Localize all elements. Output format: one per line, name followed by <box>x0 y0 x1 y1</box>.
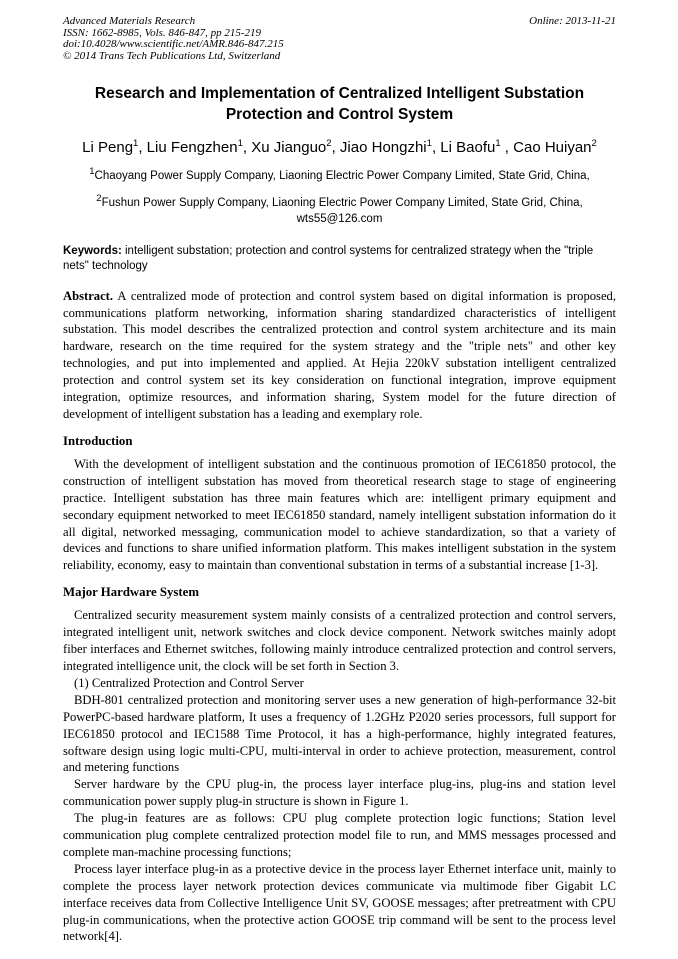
author-separator: , <box>331 139 340 156</box>
journal-copyright-line: © 2014 Trans Tech Publications Ltd, Switzerland <box>63 49 281 62</box>
abstract-block <box>63 288 616 423</box>
author-affil-mark: 2 <box>326 138 332 149</box>
author-name: Jiao Hongzhi <box>339 139 427 156</box>
keywords-text: intelligent substation; protection and control systems for centralized strategy when the "triple nets" technology <box>63 244 594 273</box>
abstract-text: A centralized mode of protection and control system based on digital information is proposed, communications platform networking, information sharing standardized characteristics of intelligent substation. This model describes the centralized protection and control system architecture and its main hardware, research on the time required for the system strategy and the "triple nets" and other key technologies, and put into implemented and applied. At Hejia 220kV substation intelligent centralized protection and control system set its key consideration on functional integration, improve equipment integration, optimize resources, and information sharing, System model for the future direction of development of intelligent substation has a leading and exemplary role. <box>63 288 616 421</box>
author-separator: , <box>138 139 147 156</box>
affiliation-1-mark: 1 <box>89 166 95 177</box>
author-separator: , <box>500 139 514 156</box>
author-name: Cao Huiyan <box>513 139 592 156</box>
journal-masthead <box>63 16 616 62</box>
author-affil-mark: 1 <box>426 138 432 149</box>
contact-email: wts55@126.com <box>296 212 383 225</box>
authors-line <box>63 134 616 157</box>
author-separator: , <box>242 139 252 156</box>
affiliation-2-mark: 2 <box>96 192 102 204</box>
hardware-paragraph-2: (1) Centralized Protection and Control Server <box>74 675 304 690</box>
author-affil-mark: 2 <box>591 138 597 149</box>
affiliation-2-text: Fushun Power Supply Company, Liaoning Electric Power Company Limited, State Grid, China, <box>101 196 583 209</box>
keywords-block <box>63 244 616 275</box>
author-affil-mark: 1 <box>495 138 501 149</box>
abstract-label: Abstract. <box>63 288 114 303</box>
paper-title-line2: Protection and Control System <box>225 106 454 123</box>
author-separator: , <box>431 139 441 156</box>
hardware-paragraph-3: BDH-801 centralized protection and monitoring server uses a new generation of high-performance 32-bit PowerPC-based hardware platform, It uses a frequency of 1.2GHz P2020 series processors, full support for IEC61850 protocol and IEC1588 Time Protocol, it has a high-performance, highly integrated features, software design using logic multi-CPU, multi-interval in order to achieve protection, measurement, control and metering functions <box>63 692 616 775</box>
author-affil-mark: 1 <box>133 138 139 149</box>
section-heading-introduction: Introduction <box>63 433 133 448</box>
author-name: Liu Fengzhen <box>146 139 238 156</box>
paper-title-line1: Research and Implementation of Centralized Intelligent Substation <box>94 85 585 102</box>
introduction-paragraph: With the development of intelligent substation and the continuous promotion of IEC61850 protocol, the construction of intelligent substation has moved from theoretical research stage to stage of engineering practice. Intelligent substation has three main features which are: intelligent primary equipment and secondary equipment networked to meet IEC61850 standard, namely intelligent substation information do it all digital, networked messaging, communication model to achieve standardization, so that a variety of devices and functions to share unified information platform. This makes intelligent substation in the system reliability, economy, easy to maintain than conventional substation in terms of a substantial increase [1-3]. <box>63 456 616 573</box>
journal-title: Advanced Materials Research <box>63 15 196 27</box>
keywords-label: Keywords: <box>63 244 122 257</box>
section-heading-major-hardware-system: Major Hardware System <box>63 585 199 600</box>
journal-issn-line: ISSN: 1662-8985, Vols. 846-847, pp 215-219 <box>63 26 261 39</box>
author-name: Li Baofu <box>440 139 496 156</box>
paper-title <box>63 83 616 125</box>
hardware-paragraph-5: The plug-in features are as follows: CPU plug complete protection logic functions; Station level communication plug complete centralized protection model file to run, and MMS messages processed and complete man-machine processing functions; <box>63 811 616 859</box>
author-name: Xu Jianguo <box>251 139 327 156</box>
affiliation-1-text: Chaoyang Power Supply Company, Liaoning Electric Power Company Limited, State Grid, China, <box>94 169 590 182</box>
hardware-paragraph-6: Process layer interface plug-in as a protective device in the process layer Ethernet interface unit, mainly to complete the process layer network protection devices communicate via multimode fiber Gigabit LC interface receives data from Collective Intelligence Unit SV, GOOSE messages; after pretreatment with CPU plug-in communications, when the protective action GOOSE trip command will be sent to the process level network[4]. <box>63 861 616 944</box>
journal-doi-line: doi:10.4028/www.scientific.net/AMR.846-847.215 <box>63 38 284 50</box>
hardware-paragraph-4: Server hardware by the CPU plug-in, the process layer interface plug-ins, plug-ins and station level communication power supply plug-in structure is shown in Figure 1. <box>63 777 616 809</box>
journal-info-block <box>63 16 284 62</box>
affiliation-2 <box>63 191 616 211</box>
author-name: Li Peng <box>82 139 134 156</box>
online-date: Online: 2013-11-21 <box>529 15 616 27</box>
affiliation-1 <box>63 164 616 184</box>
hardware-paragraph-1: Centralized security measurement system mainly consists of a centralized protection and control servers, integrated intelligent unit, network switches and clock device component. Network switches mainly adopt fiber interfaces and Ethernet switches, following mainly introduce centralized protection and control servers, integrated intelligence unit, the clock will be set forth in Section 3. <box>63 608 616 673</box>
author-affil-mark: 1 <box>237 138 243 149</box>
